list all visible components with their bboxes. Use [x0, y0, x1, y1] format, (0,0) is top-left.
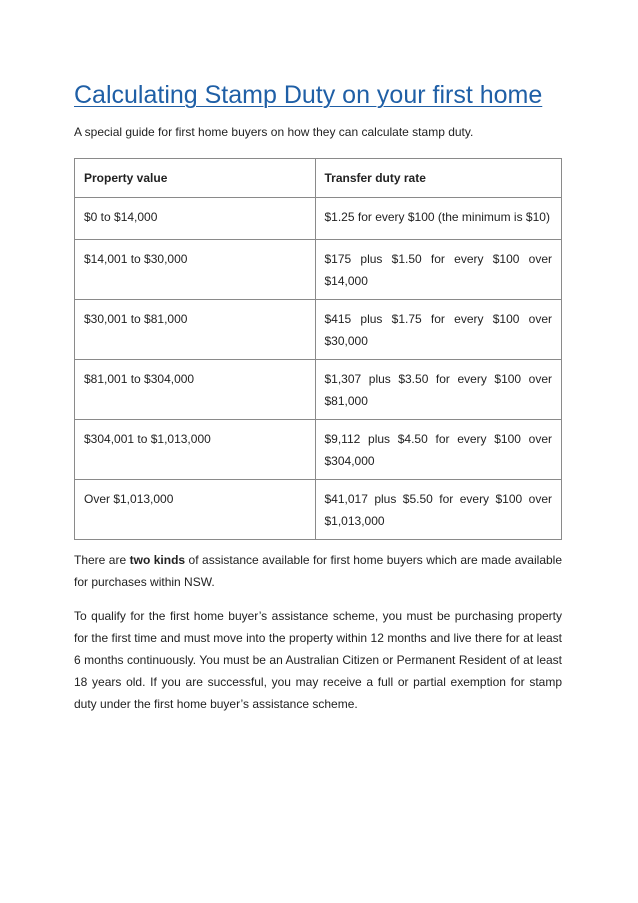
property-value-cell: $81,001 to $304,000 [75, 360, 316, 420]
property-value-cell: $0 to $14,000 [75, 198, 316, 240]
emphasis-two-kinds: two kinds [129, 553, 186, 567]
duty-rate-cell: $175 plus $1.50 for every $100 over $14,000 [315, 240, 562, 300]
paragraph-text-start: There are [74, 553, 130, 567]
table-row [75, 420, 562, 480]
table-row [75, 300, 562, 360]
duty-rate-cell: $415 plus $1.75 for every $100 over $30,000 [315, 300, 562, 360]
eligibility-paragraph: To qualify for the first home buyer’s assistance scheme, you must be purchasing property for the first time and must move into the property within 12 months and live there for at least 6 months continuously. You must be an Australian Citizen or Permanent Resident of at least 18 years old. If you are successful, you may receive a full or partial exemption for stamp duty under the first home buyer’s assistance scheme. [74, 609, 562, 711]
column-header-property-value: Property value [75, 159, 316, 198]
table-row [75, 198, 562, 240]
stamp-duty-table [74, 158, 562, 540]
duty-rate-cell: $9,112 plus $4.50 for every $100 over $304,000 [315, 420, 562, 480]
page-title: Calculating Stamp Duty on your first home [74, 81, 543, 109]
duty-rate-cell: $1.25 for every $100 (the minimum is $10) [315, 198, 562, 240]
table-row [75, 360, 562, 420]
column-header-transfer-duty-rate: Transfer duty rate [315, 159, 562, 198]
property-value-cell: $14,001 to $30,000 [75, 240, 316, 300]
property-value-cell: $304,001 to $1,013,000 [75, 420, 316, 480]
duty-rate-cell: $1,307 plus $3.50 for every $100 over $81,000 [315, 360, 562, 420]
table-row [75, 480, 562, 540]
assistance-paragraph [74, 549, 562, 593]
duty-rate-cell: $41,017 plus $5.50 for every $100 over $1,013,000 [315, 480, 562, 540]
table-row [75, 240, 562, 300]
property-value-cell: $30,001 to $81,000 [75, 300, 316, 360]
document-body [74, 80, 562, 715]
property-value-cell: Over $1,013,000 [75, 480, 316, 540]
table-header-row [75, 159, 562, 198]
page-subtitle: A special guide for first home buyers on how they can calculate stamp duty. [74, 125, 474, 139]
paragraph-text-end: of assistance available for first home buyers which are made available for purchases within NSW. [74, 553, 563, 589]
